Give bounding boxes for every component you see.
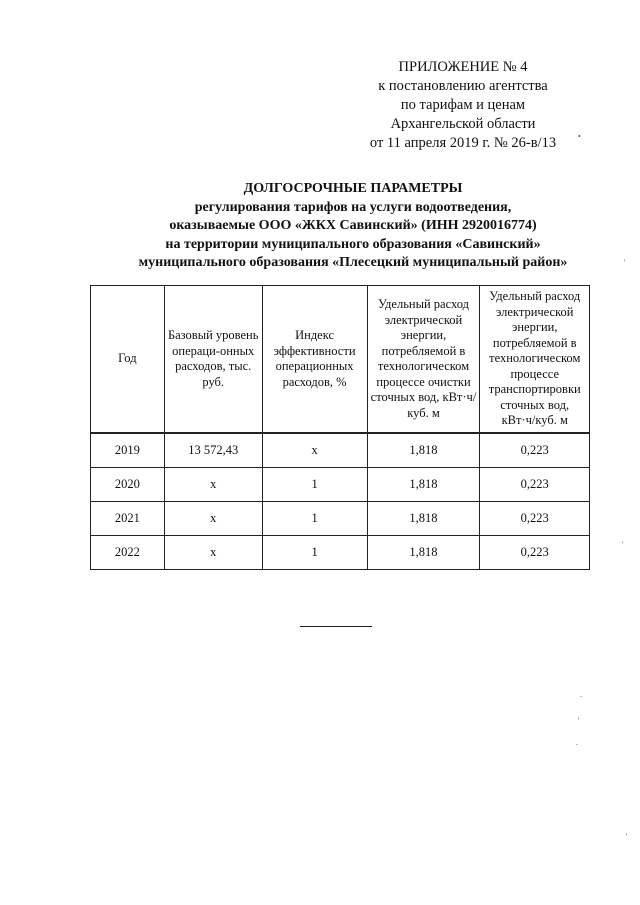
- table-row: [91, 433, 590, 468]
- header-efficiency-index: Индекс эффективности операционных расходов, %: [262, 286, 367, 434]
- table-row: [91, 468, 590, 502]
- cell-year: 2021: [91, 502, 165, 536]
- scan-speck: ': [624, 258, 626, 267]
- cell-base-costs: х: [164, 536, 262, 570]
- title-line: муниципального образования «Плесецкий муниципальный район»: [138, 255, 568, 270]
- cell-energy-treatment: 1,818: [367, 468, 480, 502]
- table-row: [91, 536, 590, 570]
- cell-year: 2022: [91, 536, 165, 570]
- title-line: оказываемые ООО «ЖКХ Савинский» (ИНН 2920016774): [169, 218, 537, 233]
- cell-energy-treatment: 1,818: [367, 433, 480, 468]
- title-line: на территории муниципального образования «Савинский»: [165, 236, 541, 252]
- cell-base-costs: 13 572,43: [164, 433, 262, 468]
- scan-speck: •: [578, 132, 581, 141]
- cell-efficiency-index: 1: [262, 502, 367, 536]
- scan-speck: ': [626, 832, 628, 841]
- document-title: [80, 180, 626, 273]
- header-energy-transport: Удельный расход электрической энергии, потребляемой в технологическом процессе транспортировки сточных вод, кВт·ч/куб. м: [480, 286, 590, 434]
- cell-energy-transport: 0,223: [480, 468, 590, 502]
- scan-speck: ': [578, 716, 580, 725]
- appendix-block: [348, 58, 578, 153]
- parameters-table: [90, 285, 590, 570]
- cell-energy-transport: 0,223: [480, 502, 590, 536]
- title-line: регулирования тарифов на услуги водоотведения,: [194, 199, 512, 215]
- cell-efficiency-index: 1: [262, 468, 367, 502]
- appendix-line: к постановлению агентства: [378, 78, 548, 94]
- cell-efficiency-index: х: [262, 433, 367, 468]
- cell-energy-treatment: 1,818: [367, 502, 480, 536]
- cell-year: 2019: [91, 433, 165, 468]
- appendix-line: по тарифам и ценам: [400, 97, 526, 113]
- title-heading: ДОЛГОСРОЧНЫЕ ПАРАМЕТРЫ: [243, 181, 463, 196]
- scan-speck: ': [622, 540, 624, 549]
- scan-speck: .: [576, 738, 578, 747]
- cell-year: 2020: [91, 468, 165, 502]
- cell-energy-treatment: 1,818: [367, 536, 480, 570]
- appendix-title: ПРИЛОЖЕНИЕ № 4: [398, 59, 528, 75]
- header-base-costs: Базовый уровень операци-онных расходов, тыс. руб.: [164, 286, 262, 434]
- table-row: [91, 502, 590, 536]
- separator-line: [300, 626, 372, 627]
- header-energy-treatment: Удельный расход электрической энергии, потребляемой в технологическом процессе очистки сточных вод, кВт·ч/куб. м: [367, 286, 480, 434]
- cell-energy-transport: 0,223: [480, 536, 590, 570]
- scan-speck: .: [580, 690, 582, 699]
- appendix-line: Архангельской области: [390, 116, 536, 132]
- cell-base-costs: х: [164, 468, 262, 502]
- cell-base-costs: х: [164, 502, 262, 536]
- header-year: Год: [91, 286, 165, 434]
- cell-efficiency-index: 1: [262, 536, 367, 570]
- cell-energy-transport: 0,223: [480, 433, 590, 468]
- appendix-date-number: от 11 апреля 2019 г. № 26-в/13: [369, 135, 557, 151]
- table-header-row: [91, 286, 590, 434]
